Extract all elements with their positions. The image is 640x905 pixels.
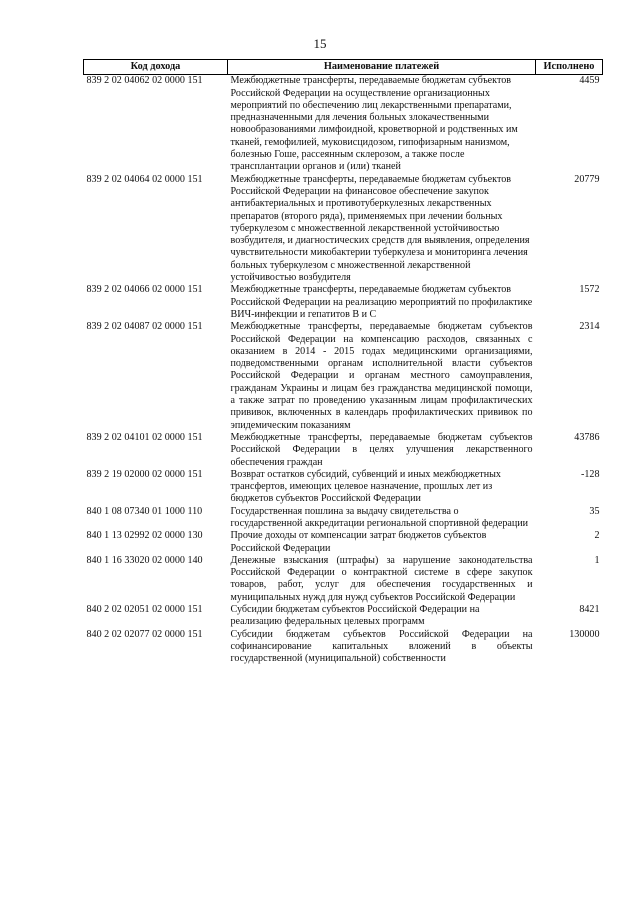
- payment-name: Прочие доходы от компенсации затрат бюджетов субъектов Российской Федерации: [230, 530, 487, 554]
- table-row: [84, 432, 603, 469]
- executed-amount: 1572: [579, 284, 600, 296]
- income-code: 840 1 08 07340 01 1000 110: [86, 505, 203, 517]
- payment-name: Государственная пошлина за выдачу свидетельства о государственной аккредитации региональной спортивной федерации: [230, 505, 529, 529]
- table-row: [84, 629, 603, 666]
- executed-amount: 43786: [574, 431, 600, 443]
- income-code: 840 1 16 33020 02 0000 140: [86, 554, 203, 566]
- executed-amount: 4459: [579, 75, 600, 87]
- executed-amount: -128: [580, 468, 600, 480]
- header-code: Код дохода: [84, 60, 228, 75]
- table-header: [84, 60, 603, 75]
- payment-name: Межбюджетные трансферты, передаваемые бюджетам субъектов Российской Федерации на реализацию мероприятий по профилактике ВИЧ-инфекции и гепатитов В и С: [230, 284, 533, 320]
- executed-amount: 1: [594, 554, 600, 566]
- income-code: 839 2 02 04064 02 0000 151: [86, 173, 203, 185]
- page-number: 15: [313, 36, 327, 51]
- table-body: [84, 75, 603, 666]
- header-amount: Исполнено: [536, 60, 603, 75]
- executed-amount: 130000: [569, 628, 600, 640]
- budget-income-table: [83, 59, 603, 666]
- income-code: 839 2 02 04087 02 0000 151: [86, 321, 203, 333]
- table-row: [84, 174, 603, 285]
- income-code: 839 2 02 04101 02 0000 151: [86, 431, 203, 443]
- income-code: 840 2 02 02051 02 0000 151: [86, 604, 203, 616]
- table-row: [84, 530, 603, 555]
- executed-amount: 35: [589, 505, 600, 517]
- header-name: Наименование платежей: [228, 60, 536, 75]
- executed-amount: 20779: [574, 173, 600, 185]
- table-row: [84, 284, 603, 321]
- executed-amount: 2: [594, 530, 600, 542]
- executed-amount: 2314: [579, 321, 600, 333]
- table-row: [84, 506, 603, 531]
- income-code: 839 2 02 04066 02 0000 151: [86, 284, 203, 296]
- payment-name: Возврат остатков субсидий, субвенций и иных межбюджетных трансфертов, имеющих целевое назначение, прошлых лет из бюджетов субъектов Российской Федерации: [230, 468, 501, 505]
- table-row: [84, 469, 603, 506]
- executed-amount: 8421: [579, 604, 600, 616]
- income-code: 839 2 19 02000 02 0000 151: [86, 468, 203, 480]
- income-code: 840 1 13 02992 02 0000 130: [86, 530, 203, 542]
- payment-name: Межбюджетные трансферты, передаваемые бюджетам субъектов Российской Федерации на осуществление организационных мероприятий по обеспечению лиц лекарственными препаратами, предназначенными для лечения больных злокачественными новообразованиями лимфоидной, кроветворной и родственных им тканей, гемофилией, муковисцидозом, гипофизарным нанизмом, болезнью Гоше, рассеянным склерозом, а также после трансплантации органов и (или) тканей: [230, 75, 518, 173]
- table-row: [84, 555, 603, 604]
- payment-name: Субсидии бюджетам субъектов Российской Федерации на софинансирование капитальных вложений в объекты государственной (муниципальной) собственности: [230, 628, 533, 665]
- payment-name: Денежные взыскания (штрафы) за нарушение законодательства Российской Федерации о контрактной системе в сфере закупок товаров, работ, услуг для обеспечения государственных и муниципальных нужд для нужд субъектов Российской Федерации: [230, 554, 533, 603]
- header-row: [84, 60, 603, 75]
- payment-name: Субсидии бюджетам субъектов Российской Федерации на реализацию федеральных целевых программ: [230, 604, 480, 628]
- payment-name: Межбюджетные трансферты, передаваемые бюджетам субъектов Российской Федерации на финансовое обеспечение закупок антибактериальных и противотуберкулезных лекарственных препаратов (второго ряда), применяемых при лечении больных туберкулезом с множественной лекарственной устойчивостью возбудителя, и диагностических средств для выявления, определения чувствительности микобактерии туберкулеза и мониторинга лечения больных туберкулезом с множественной лекарственной устойчивостью возбудителя: [230, 173, 530, 284]
- payment-name: Межбюджетные трансферты, передаваемые бюджетам субъектов Российской Федерации на компенсацию расходов, связанных с оказанием в 2014 - 2015 годах медицинскими организациями, подведомственными органам исполнительной власти субъектов Российской Федерации и органам местного самоуправления, гражданам Украины и лицам без гражданства медицинской помощи, а также затрат по проведению указанным лицам профилактических прививок, включенных в календарь профилактических прививок по эпидемическим показаниям: [230, 321, 533, 431]
- income-code: 840 2 02 02077 02 0000 151: [86, 628, 203, 640]
- table-row: [84, 75, 603, 174]
- payment-name: Межбюджетные трансферты, передаваемые бюджетам субъектов Российской Федерации в целях улучшения лекарственного обеспечения граждан: [230, 431, 533, 468]
- income-code: 839 2 02 04062 02 0000 151: [86, 75, 203, 87]
- table-row: [84, 321, 603, 432]
- table-row: [84, 604, 603, 629]
